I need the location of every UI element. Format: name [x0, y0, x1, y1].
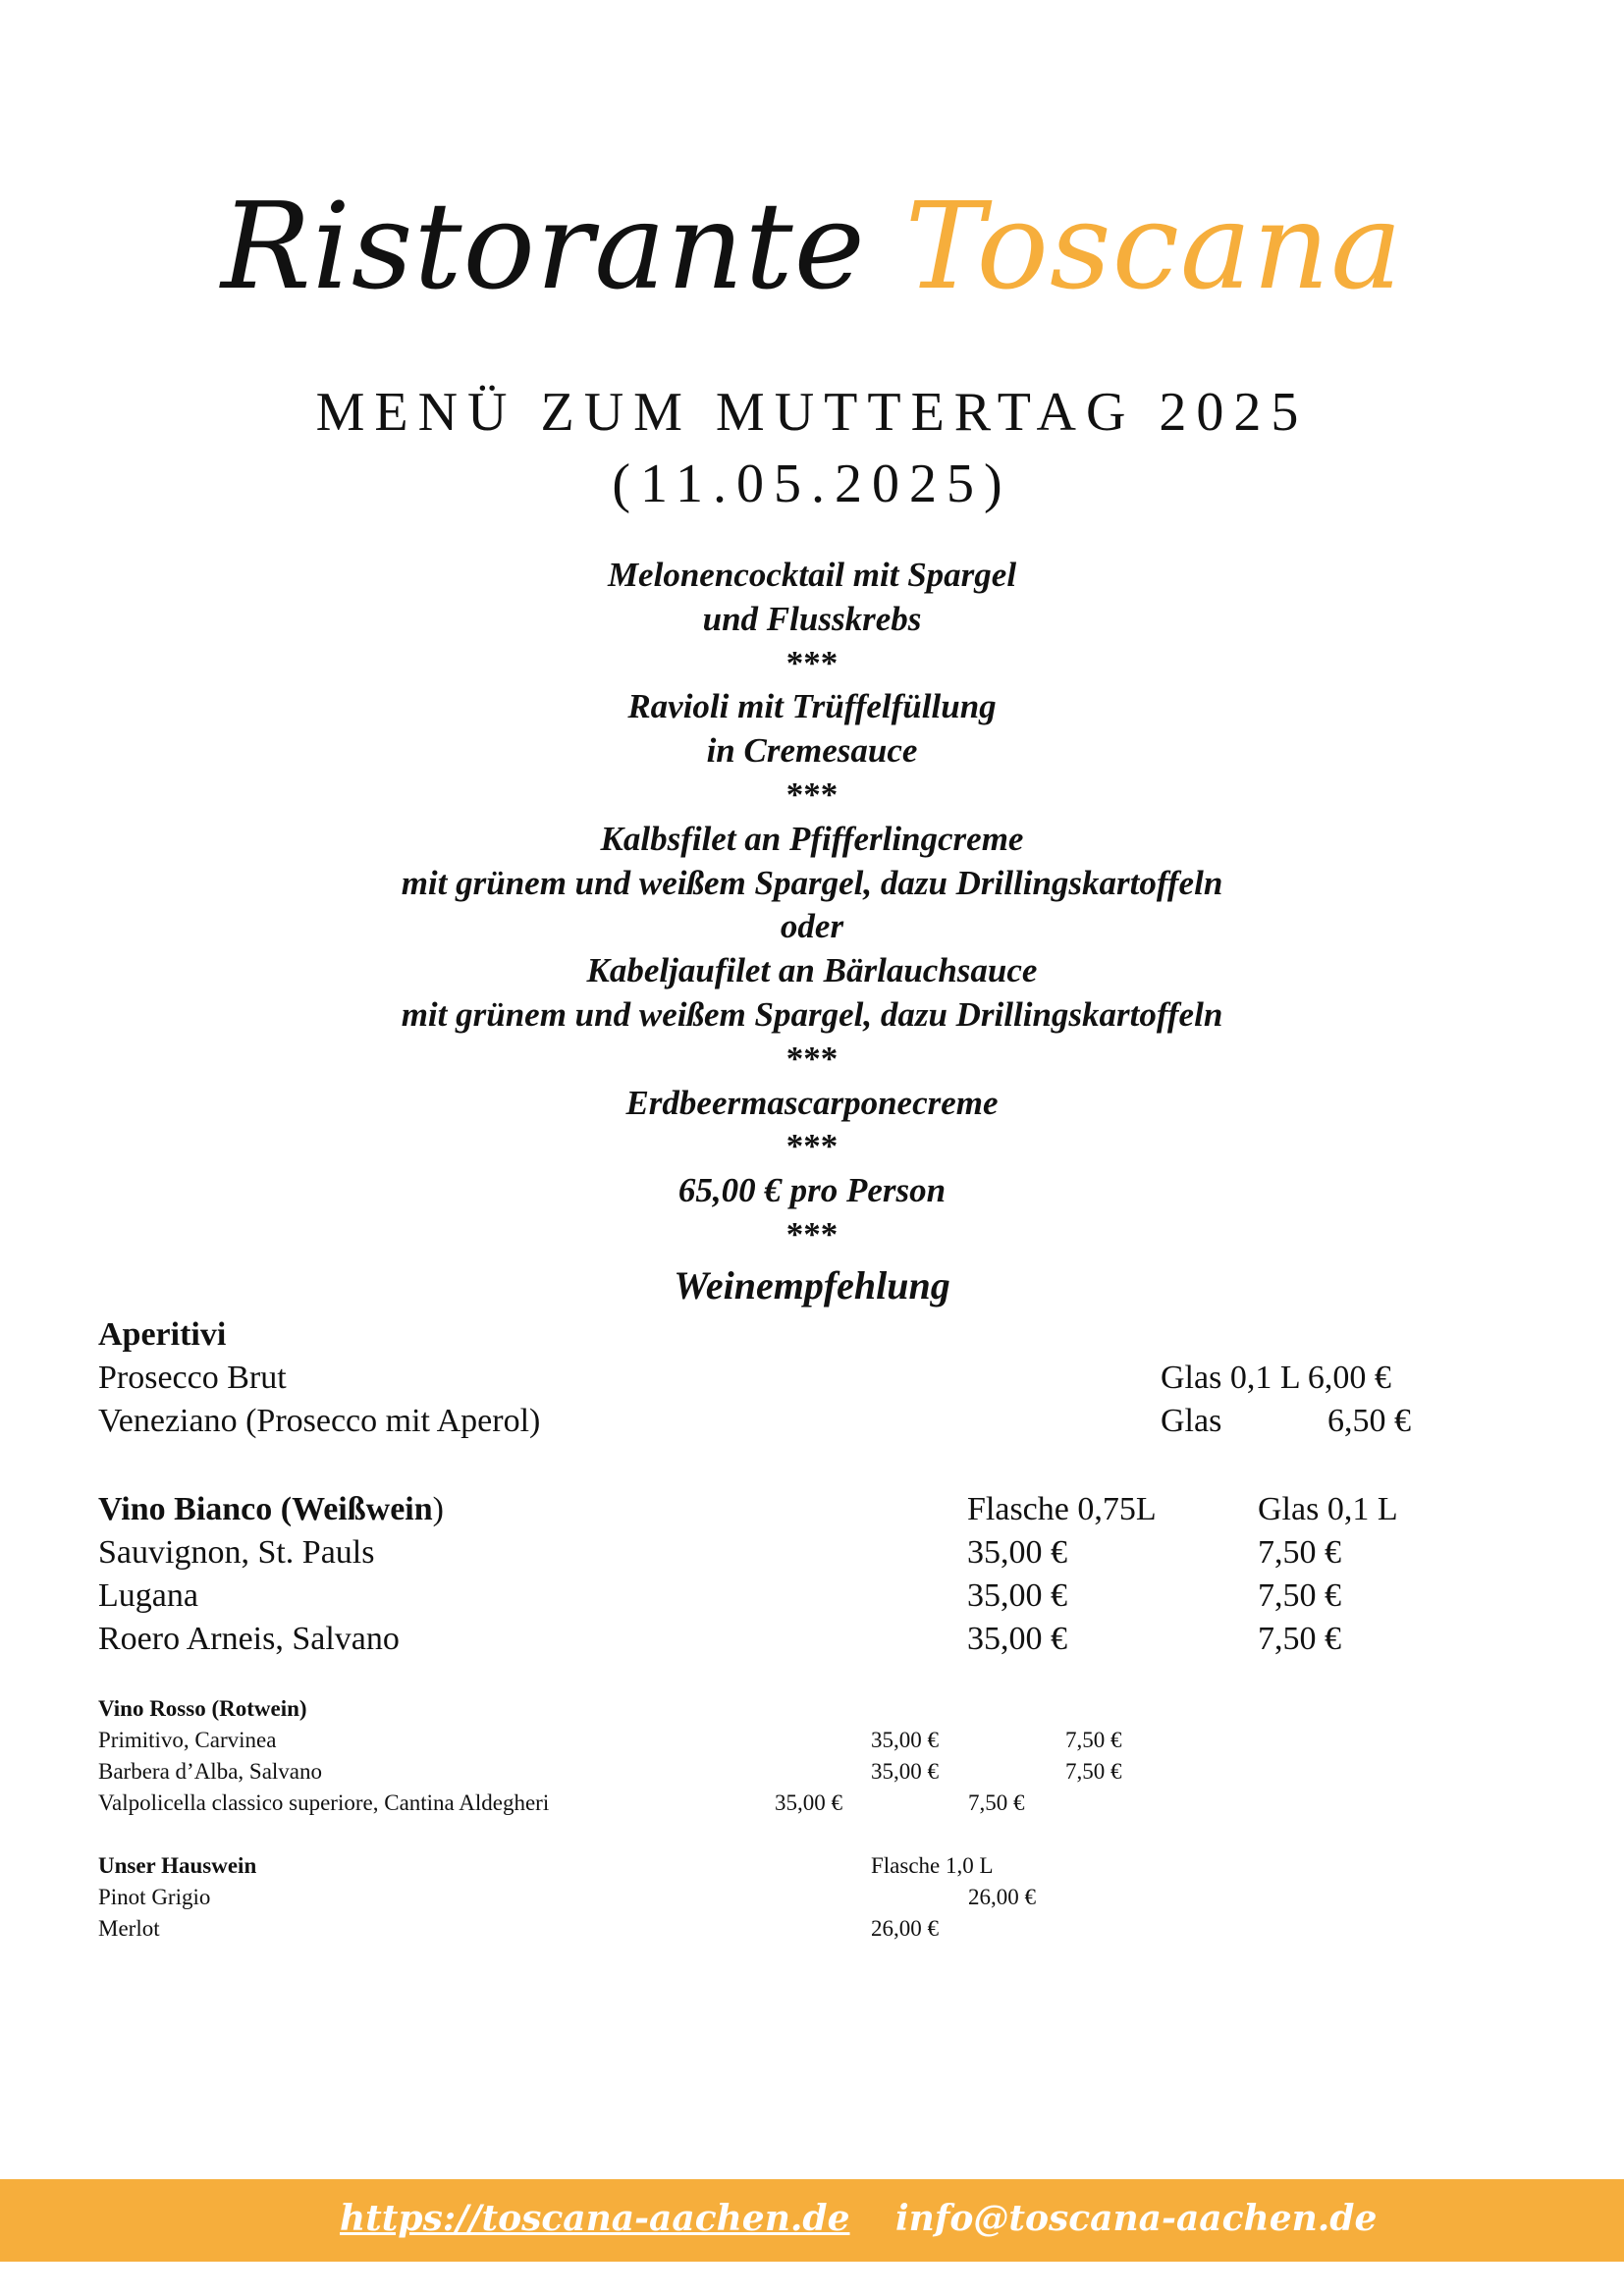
course-separator: *** — [785, 774, 839, 814]
bianco-col-glass: Glas 0,1 L — [1258, 1491, 1398, 1527]
rosso-glass-price: 7,50 € — [1065, 1759, 1122, 1784]
wine-heading: Weinempfehlung — [674, 1263, 950, 1308]
aperitivi-title: Aperitivi — [98, 1316, 227, 1353]
menu-courses — [0, 554, 1624, 1257]
aperitivo-unit: Glas — [1161, 1403, 1222, 1439]
bianco-glass-price: 7,50 € — [1258, 1621, 1341, 1657]
rosso-bottle-price: 35,00 € — [775, 1790, 842, 1815]
rosso-glass-price: 7,50 € — [968, 1790, 1025, 1815]
hauswein-bottle-price: 26,00 € — [968, 1885, 1036, 1909]
menu-price: 65,00 € pro Person — [677, 1171, 947, 1210]
course-separator: *** — [785, 1127, 839, 1166]
bianco-bottle-price: 35,00 € — [967, 1621, 1067, 1657]
title-ristorante: Ristorante — [221, 177, 866, 316]
hauswein-title: Unser Hauswein — [98, 1853, 257, 1878]
email-link[interactable]: info@toscana-aachen.de — [895, 2198, 1378, 2239]
bianco-glass-price: 7,50 € — [1258, 1577, 1341, 1614]
course-separator: *** — [785, 1039, 839, 1078]
menu-date: (11.05.2025) — [612, 454, 1012, 514]
rosso-bottle-price: 35,00 € — [871, 1759, 939, 1784]
course-starter-line2: und Flusskrebs — [702, 599, 922, 638]
course-main-b-line2: mit grünem und weißem Spargel, dazu Drillingskartoffeln — [401, 994, 1223, 1034]
aperitivo-name: Prosecco Brut — [98, 1360, 287, 1396]
website-link[interactable]: https://toscana-aachen.de — [340, 2198, 850, 2239]
rosso-bottle-price: 35,00 € — [871, 1728, 939, 1752]
bianco-name: Roero Arneis, Salvano — [98, 1621, 400, 1657]
title-toscana: Toscana — [904, 177, 1403, 316]
rosso-name: Valpolicella classico superiore, Cantina Aldegheri — [98, 1790, 550, 1815]
rosso-name: Barbera d’Alba, Salvano — [98, 1759, 323, 1784]
course-dessert: Erdbeermascarponecreme — [625, 1083, 999, 1122]
bianco-bottle-price: 35,00 € — [967, 1577, 1067, 1614]
hauswein-name: Pinot Grigio — [98, 1885, 211, 1909]
bianco-title-suffix: ) — [432, 1491, 444, 1527]
hauswein-bottle-price: 26,00 € — [871, 1916, 939, 1941]
course-main-a-line1: Kalbsfilet an Pfifferlingcreme — [600, 819, 1024, 858]
bianco-name: Lugana — [98, 1577, 198, 1614]
aperitivo-name: Veneziano (Prosecco mit Aperol) — [98, 1403, 541, 1439]
rosso-title: Vino Rosso (Rotwein) — [98, 1696, 307, 1721]
footer-bar — [0, 2179, 1624, 2262]
course-separator: *** — [785, 1214, 839, 1254]
aperitivo-price: 6,50 € — [1327, 1403, 1411, 1439]
course-main-a-line2: mit grünem und weißem Spargel, dazu Drillingskartoffeln — [401, 863, 1223, 902]
course-main-b-line1: Kabeljaufilet an Bärlauchsauce — [586, 951, 1038, 990]
hauswein-col-bottle: Flasche 1,0 L — [871, 1853, 994, 1878]
aperitivo-price: Glas 0,1 L 6,00 € — [1161, 1360, 1391, 1396]
course-pasta-line1: Ravioli mit Trüffelfüllung — [627, 687, 997, 726]
course-starter-line1: Melonencocktail mit Spargel — [607, 556, 1017, 594]
rosso-name: Primitivo, Carvinea — [98, 1728, 277, 1752]
rosso-glass-price: 7,50 € — [1065, 1728, 1122, 1752]
menu-subtitle: MENÜ ZUM MUTTERTAG 2025 — [315, 382, 1309, 443]
bianco-col-bottle: Flasche 0,75L — [967, 1491, 1157, 1527]
course-separator: *** — [785, 643, 839, 682]
course-pasta-line2: in Cremesauce — [706, 731, 918, 771]
restaurant-title — [0, 177, 1624, 316]
course-or: oder — [780, 907, 844, 946]
bianco-glass-price: 7,50 € — [1258, 1534, 1341, 1571]
bianco-bottle-price: 35,00 € — [967, 1534, 1067, 1571]
hauswein-name: Merlot — [98, 1916, 160, 1941]
bianco-title-text: Vino Bianco (Weißwein — [98, 1491, 433, 1527]
bianco-title — [98, 1488, 444, 1531]
bianco-name: Sauvignon, St. Pauls — [98, 1534, 375, 1571]
